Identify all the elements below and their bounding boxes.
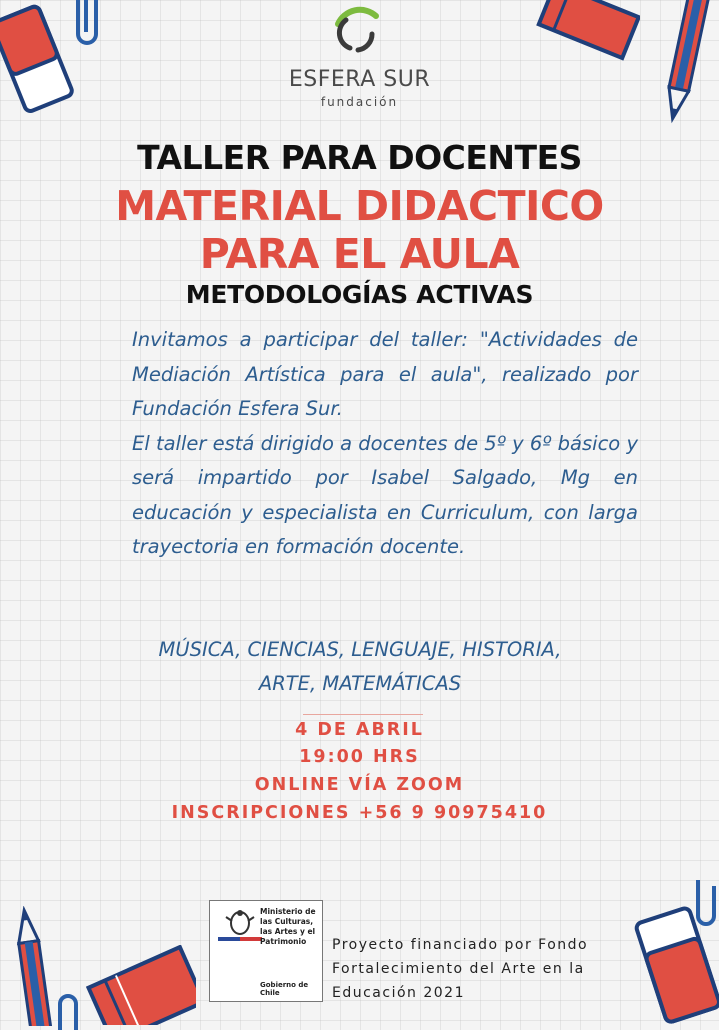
description-paragraph-2: El taller está dirigido a docentes de 5º y 6º básico y será impartido por Isabel Salgado, Mg en educación y especialista en Curriculum, con larga trayectoria en formación docente. [132, 431, 638, 558]
divider [303, 714, 423, 715]
notebook-icon [530, 0, 640, 70]
pencil-icon [660, 0, 710, 130]
flag-bar-red [240, 937, 262, 941]
logo-subtitle: fundación [320, 95, 399, 109]
description [132, 323, 638, 565]
paperclip-icon [690, 880, 719, 930]
notebook-icon [86, 945, 196, 1025]
title-taller: TALLER PARA DOCENTES [137, 138, 582, 177]
event-registration: INSCRIPCIONES +56 9 90975410 [171, 803, 548, 823]
logo-name: ESFERA SUR [288, 67, 431, 92]
event-time: 19:00 HRS [299, 747, 420, 767]
ministry-logo [209, 900, 323, 1002]
government-label: Gobierno de Chile [260, 981, 309, 997]
pencil-icon [6, 906, 56, 1026]
event-mode: ONLINE VÍA ZOOM [254, 775, 465, 795]
subjects-line-1: MÚSICA, CIENCIAS, LENGUAJE, HISTORIA, [158, 638, 562, 661]
event-date: 4 DE ABRIL [295, 720, 424, 740]
title-metodologias: METODOLOGÍAS ACTIVAS [185, 280, 534, 309]
title-material: MATERIAL DIDACTICO [115, 182, 604, 230]
coat-of-arms-icon [220, 907, 260, 937]
funding-note: Proyecto financiado por Fondo Fortalecimiento del Arte en la Educación 2021 [332, 937, 589, 1001]
flag-bar-blue [218, 937, 240, 941]
description-paragraph-1: Invitamos a participar del taller: "Actividades de Mediación Artística para el aula", realizado por Fundación Esfera Sur. [132, 328, 638, 420]
ministry-name: Ministerio de las Culturas, las Artes y el Patrimonio [260, 907, 316, 946]
title-aula: PARA EL AULA [199, 230, 520, 278]
esfera-sur-logo-icon [330, 4, 386, 60]
subjects-line-2: ARTE, MATEMÁTICAS [258, 672, 462, 695]
